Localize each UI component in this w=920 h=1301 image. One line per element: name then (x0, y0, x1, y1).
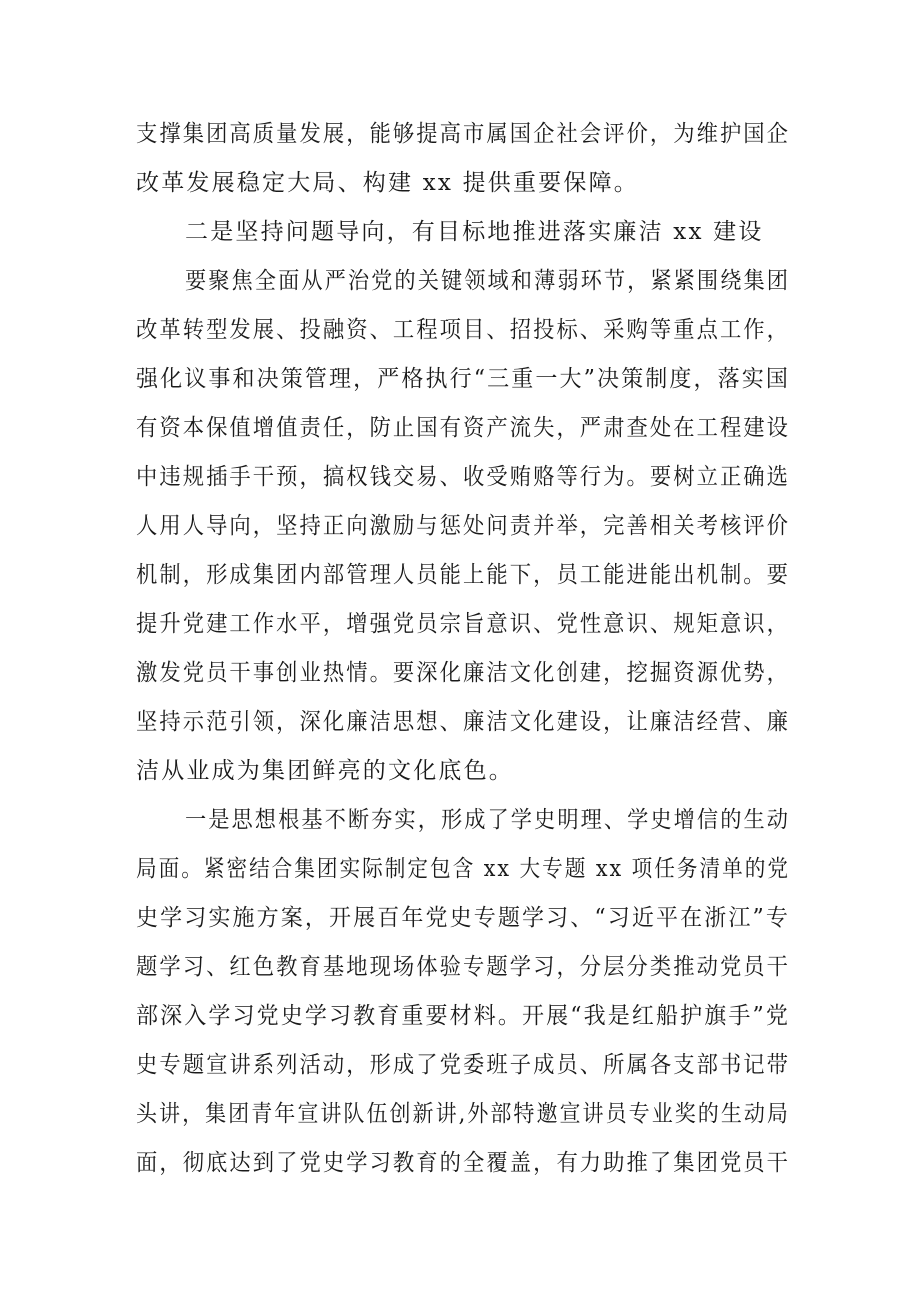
line-text: 激发党员干事创业热情。要深化廉洁文化创建，挖掘资源优势， (136, 660, 791, 686)
line-text: 改革发展稳定大局、构建 xx 提供重要保障。 (136, 170, 639, 196)
line-text: 史学习实施方案，开展百年党史专题学习、“习近平在浙江”专 (136, 905, 791, 931)
text-line (0, 947, 920, 987)
text-line (0, 1143, 920, 1183)
line-text: 部深入学习党史学习教育重要材料。开展“我是红船护旗手”党 (136, 1003, 791, 1029)
text-line (0, 310, 920, 350)
line-text: 改革转型发展、投融资、工程项目、招投标、采购等重点工作， (136, 317, 791, 343)
line-text: 支撑集团高质量发展，能够提高市属国企社会评价，为维护国企 (136, 121, 791, 147)
line-text: 一是思想根基不断夯实，形成了学史明理、学史增信的生动 (185, 807, 791, 833)
heading-text: 二是坚持问题导向，有目标地推进落实廉洁 xx 建设 (185, 219, 764, 245)
line-text: 强化议事和决策管理，严格执行“三重一大”决策制度，落实国 (136, 366, 791, 392)
text-line (0, 506, 920, 546)
text-line (0, 1094, 920, 1134)
text-line (0, 555, 920, 595)
line-text: 题学习、红色教育基地现场体验专题学习，分层分类推动党员干 (136, 954, 791, 980)
text-line (0, 751, 920, 791)
line-text: 洁从业成为集团鲜亮的文化底色。 (136, 758, 514, 784)
text-line (0, 457, 920, 497)
text-line (0, 604, 920, 644)
text-line (0, 261, 920, 301)
line-text: 中违规插手干预，搞权钱交易、收受贿赂等行为。要树立正确选 (136, 464, 791, 490)
text-line (0, 653, 920, 693)
text-line (0, 898, 920, 938)
line-text: 史专题宣讲系列活动，形成了党委班子成员、所属各支部书记带 (136, 1052, 791, 1078)
line-text: 局面。紧密结合集团实际制定包含 xx 大专题 xx 项任务清单的党 (136, 856, 790, 882)
line-text: 坚持示范引领，深化廉洁思想、廉洁文化建设，让廉洁经营、廉 (136, 709, 791, 735)
text-line (0, 163, 920, 203)
text-line (0, 1045, 920, 1085)
line-text: 面，彻底达到了党史学习教育的全覆盖，有力助推了集团党员干 (136, 1150, 791, 1176)
text-line (0, 996, 920, 1036)
text-line (0, 800, 920, 840)
line-text: 机制，形成集团内部管理人员能上能下，员工能进能出机制。要 (136, 562, 791, 588)
section-heading (0, 212, 920, 252)
text-line (0, 114, 920, 154)
text-line (0, 408, 920, 448)
line-text: 有资本保值增值责任，防止国有资产流失，严肃查处在工程建设 (136, 415, 791, 441)
line-text: 提升党建工作水平，增强党员宗旨意识、党性意识、规矩意识， (136, 611, 791, 637)
line-text: 头讲，集团青年宣讲队伍创新讲,外部特邀宣讲员专业奖的生动局 (136, 1101, 790, 1127)
text-line (0, 849, 920, 889)
line-text: 人用人导向，坚持正向激励与惩处问责并举，完善相关考核评价 (136, 513, 791, 539)
text-line (0, 359, 920, 399)
line-text: 要聚焦全面从严治党的关键领域和薄弱环节，紧紧围绕集团 (185, 268, 791, 294)
text-line (0, 702, 920, 742)
